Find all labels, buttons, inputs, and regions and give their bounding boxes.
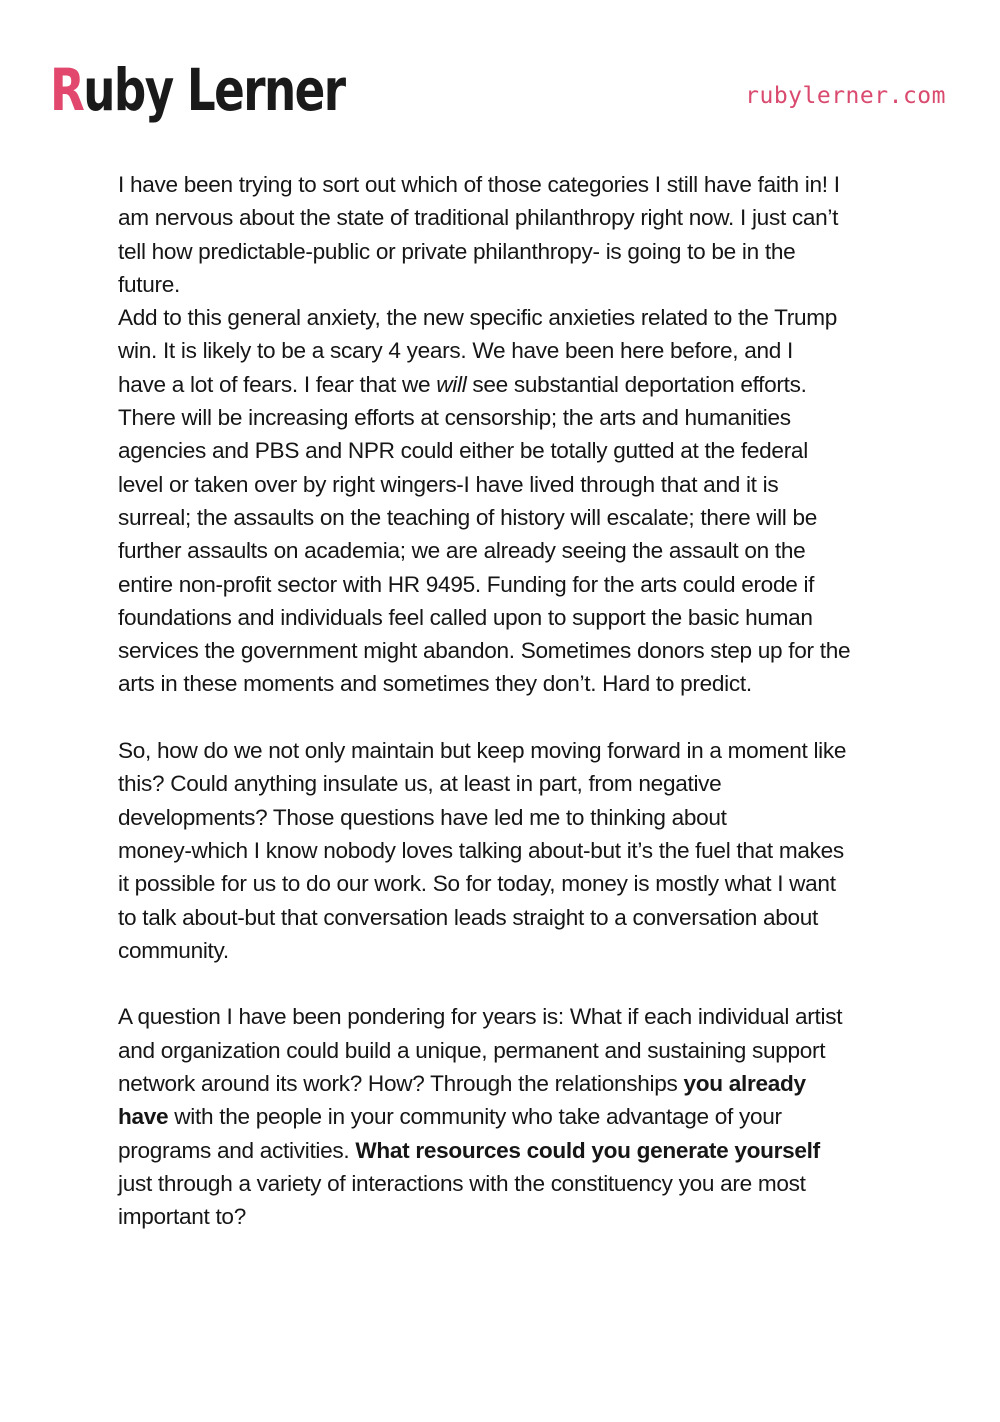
text-line: further assaults on academia; we are already seeing the assault on the bbox=[118, 538, 806, 564]
text-line: agencies and PBS and NPR could either be totally gutted at the federal bbox=[118, 438, 808, 464]
site-url-link[interactable]: rubylerner.com bbox=[745, 83, 946, 109]
text-line: services the government might abandon. Sometimes donors step up for the bbox=[118, 638, 851, 664]
text-line: community. bbox=[118, 937, 229, 963]
text-segment: with the people in your community who take advantage of your bbox=[168, 1104, 782, 1130]
paragraph-gap bbox=[118, 701, 898, 734]
text-line: There will be increasing efforts at censorship; the arts and humanities bbox=[118, 405, 791, 431]
bold-resources-question: What resources could you generate yourself bbox=[355, 1137, 820, 1163]
text-line: A question I have been pondering for years is: What if each individual artist bbox=[118, 1004, 843, 1030]
text-segment: have a lot of fears. I fear that we bbox=[118, 371, 437, 397]
text-line: developments? Those questions have led me to thinking about bbox=[118, 804, 727, 830]
brand-logo bbox=[50, 54, 345, 134]
text-line: it possible for us to do our work. So for today, money is mostly what I want bbox=[118, 871, 836, 897]
text-line: just through a variety of interactions with the constituency you are most bbox=[118, 1170, 806, 1196]
text-line: I have been trying to sort out which of those categories I still have faith in! I bbox=[118, 172, 840, 197]
text-line bbox=[118, 1134, 898, 1167]
document-body bbox=[118, 168, 898, 1234]
text-line bbox=[118, 1100, 898, 1133]
text-line: arts in these moments and sometimes they don’t. Hard to predict. bbox=[118, 671, 752, 697]
paragraph-1 bbox=[118, 168, 898, 701]
text-line: important to? bbox=[118, 1204, 246, 1230]
text-line: tell how predictable-public or private philanthropy- is going to be in the bbox=[118, 238, 796, 264]
text-line: level or taken over by right wingers-I have lived through that and it is bbox=[118, 471, 779, 497]
bold-you-already: you already bbox=[683, 1071, 806, 1097]
text-line: win. It is likely to be a scary 4 years. We have been here before, and I bbox=[118, 338, 793, 364]
paragraph-gap bbox=[118, 967, 898, 1000]
text-line: So, how do we not only maintain but keep moving forward in a moment like bbox=[118, 738, 847, 764]
text-line: money-which I know nobody loves talking about-but it’s the fuel that makes bbox=[118, 837, 844, 863]
emphasis-will: will bbox=[436, 371, 467, 397]
text-line bbox=[118, 1067, 898, 1100]
text-line bbox=[118, 368, 898, 401]
brand-initial: R bbox=[50, 56, 84, 124]
text-line: to talk about-but that conversation leads straight to a conversation about bbox=[118, 904, 818, 930]
bold-have: have bbox=[118, 1104, 169, 1130]
text-segment: programs and activities. bbox=[118, 1137, 356, 1163]
text-segment: see substantial deportation efforts. bbox=[466, 371, 807, 397]
text-line: and organization could build a unique, permanent and sustaining support bbox=[118, 1037, 826, 1063]
text-line: future. bbox=[118, 271, 180, 297]
text-line: entire non-profit sector with HR 9495. Funding for the arts could erode if bbox=[118, 571, 815, 597]
text-segment: network around its work? How? Through the relationships bbox=[118, 1071, 684, 1097]
paragraph-3 bbox=[118, 1000, 898, 1233]
text-line: am nervous about the state of traditional philanthropy right now. I just can’t bbox=[118, 205, 839, 231]
text-line: foundations and individuals feel called upon to support the basic human bbox=[118, 604, 813, 630]
text-line: Add to this general anxiety, the new specific anxieties related to the Trump bbox=[118, 305, 838, 331]
text-line: this? Could anything insulate us, at least in part, from negative bbox=[118, 771, 722, 797]
brand-name: uby Lerner bbox=[83, 56, 345, 124]
paragraph-2 bbox=[118, 734, 898, 967]
text-line: surreal; the assaults on the teaching of history will escalate; there will be bbox=[118, 504, 818, 530]
